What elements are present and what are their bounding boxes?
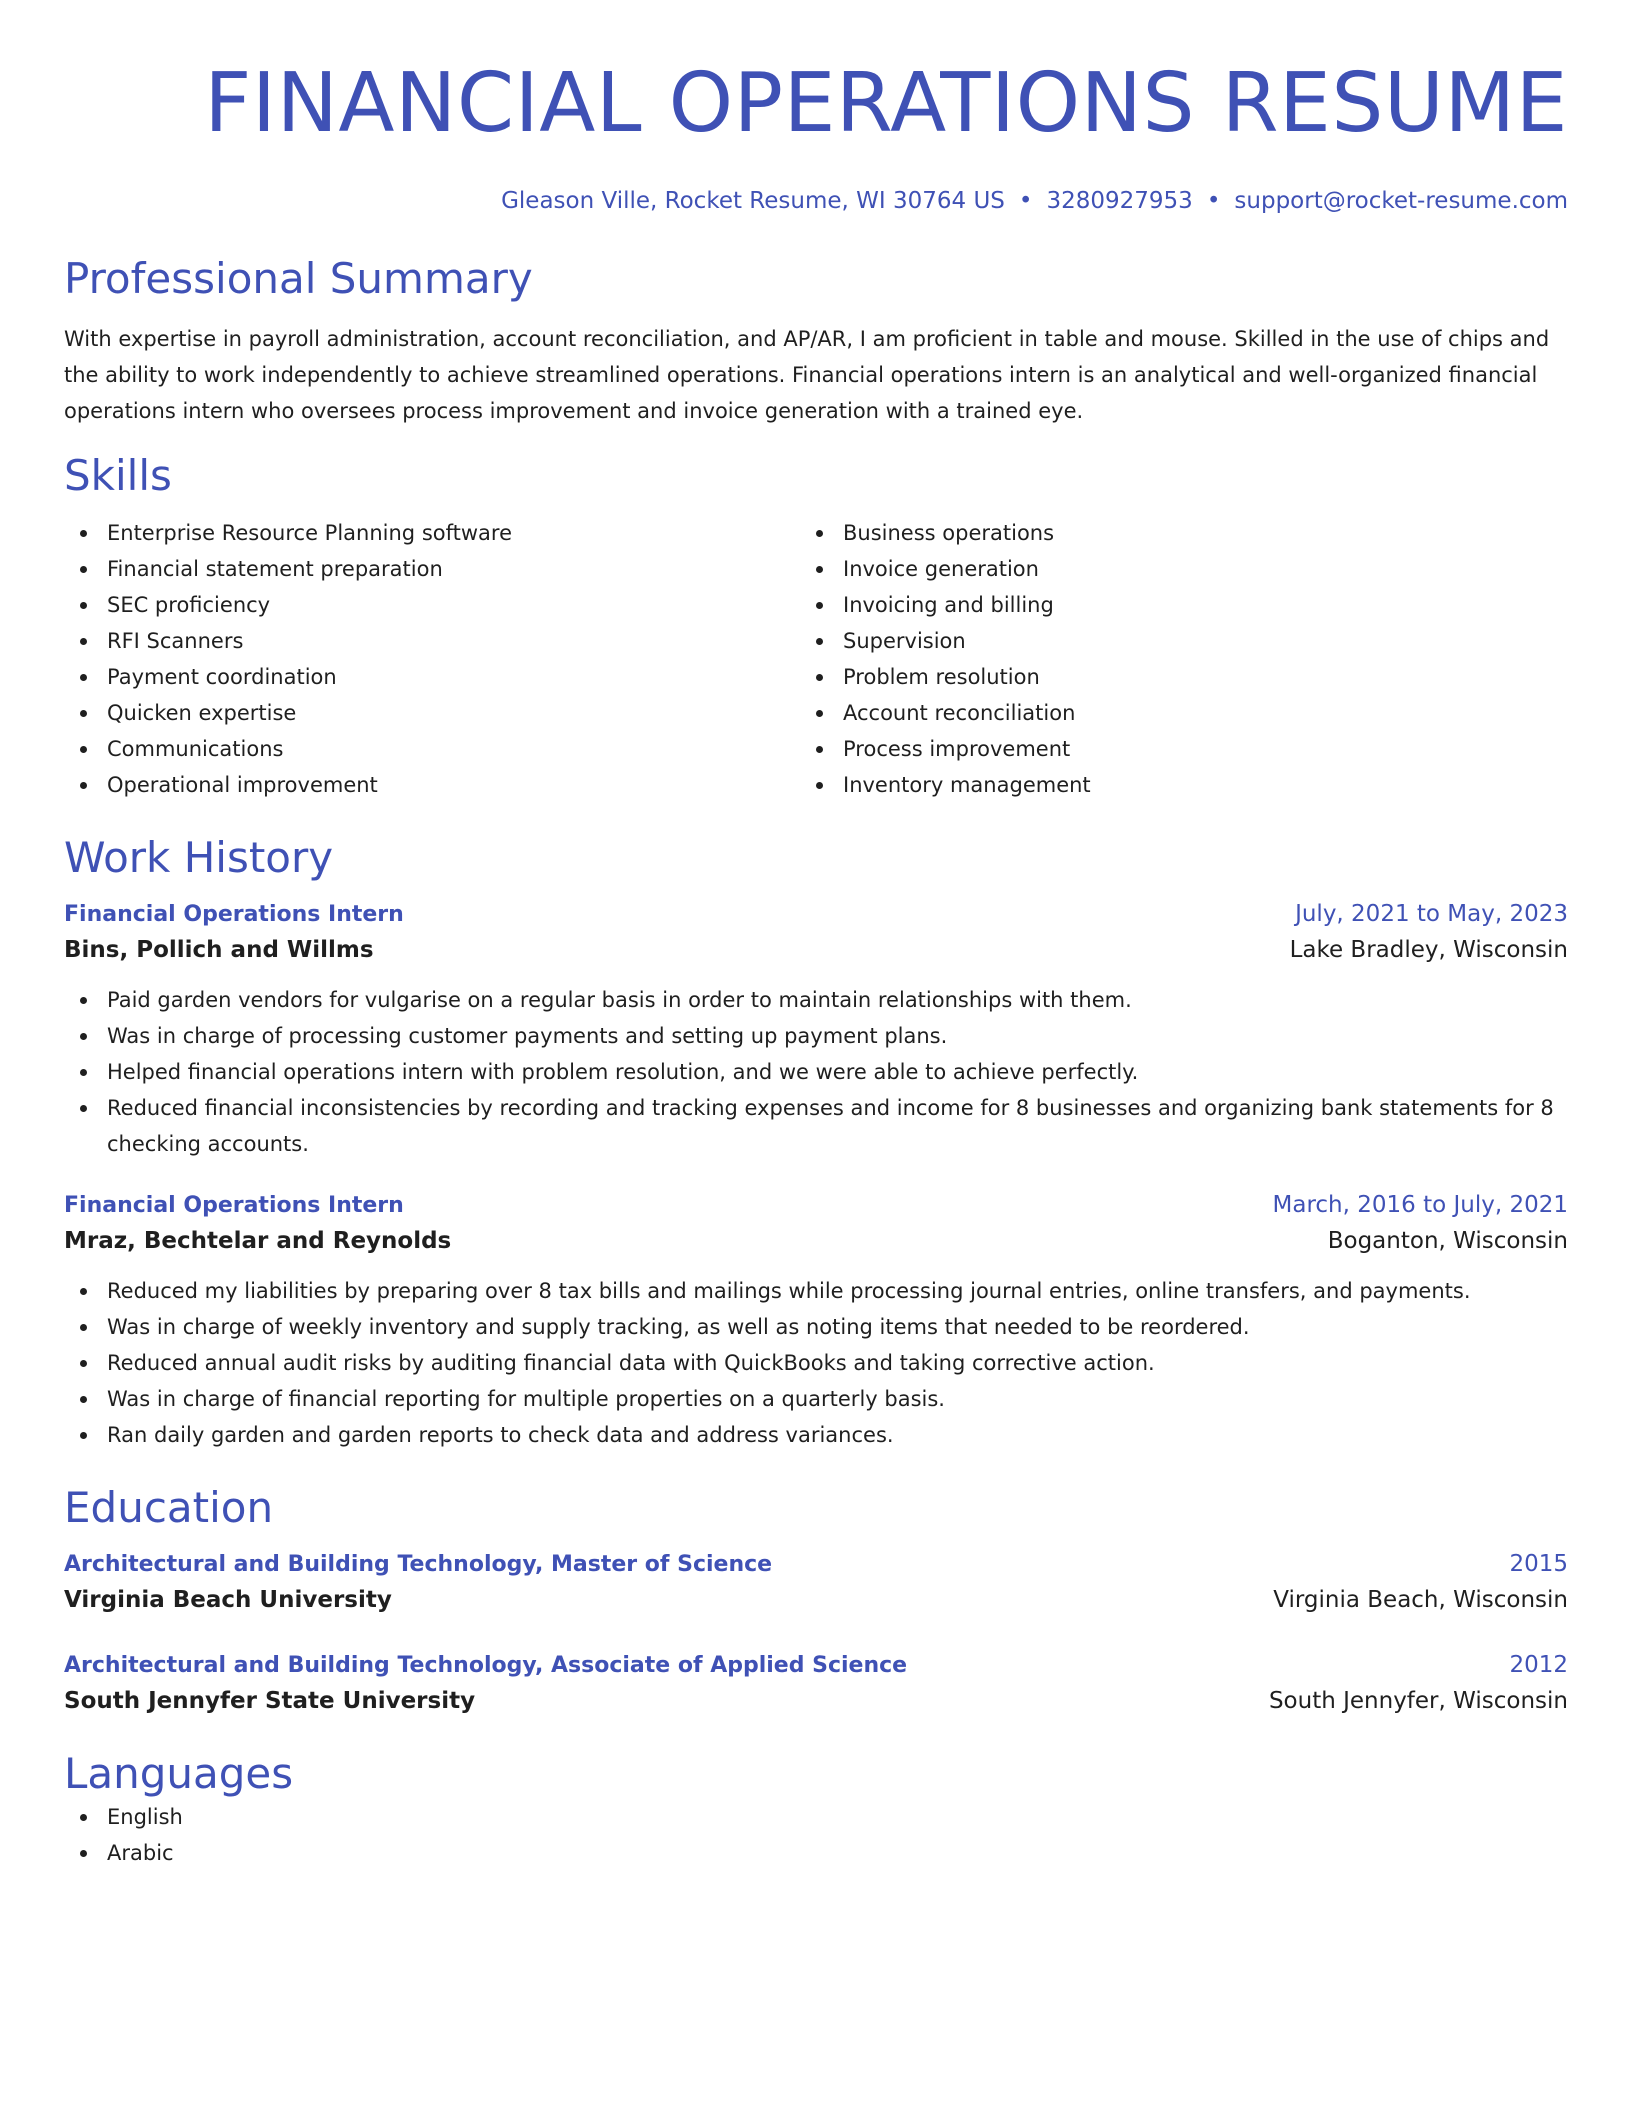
- language-item: English: [64, 1799, 1568, 1835]
- job-dates: July, 2021 to May, 2023: [1295, 901, 1568, 927]
- languages-heading: Languages: [64, 1749, 294, 1798]
- skill-item: Enterprise Resource Planning software: [64, 515, 800, 551]
- job-bullets: [64, 982, 1568, 1162]
- skill-item: Operational improvement: [64, 767, 800, 803]
- job-header-row: [64, 1188, 1568, 1223]
- education-degree: Architectural and Building Technology, Associate of Applied Science: [64, 1653, 908, 1678]
- skill-item: Process improvement: [800, 731, 1536, 767]
- job-location: Lake Bradley, Wisconsin: [1289, 937, 1568, 963]
- job-company-row: [64, 932, 1568, 968]
- job-bullet: Reduced my liabilities by preparing over 8 tax bills and mailings while processing journal entries, online transfers, and payments.: [64, 1273, 1568, 1309]
- summary-heading: Professional Summary: [64, 254, 533, 303]
- contact-phone: 3280927953: [1046, 188, 1193, 214]
- skill-item: Financial statement preparation: [64, 551, 800, 587]
- job-bullet: Helped financial operations intern with problem resolution, and we were able to achieve perfectly.: [64, 1054, 1568, 1090]
- job-entry: [64, 1188, 1568, 1453]
- job-bullet: Reduced financial inconsistencies by recording and tracking expenses and income for 8 businesses and organizing bank statements for 8 checking accounts.: [64, 1090, 1568, 1162]
- resume-title: FINANCIAL OPERATIONS RESUME: [204, 56, 1568, 151]
- languages-list: [64, 1799, 1568, 1871]
- skill-item: Account reconciliation: [800, 695, 1536, 731]
- education-header-row: [64, 1547, 1568, 1582]
- education-location: Virginia Beach, Wisconsin: [1273, 1587, 1568, 1613]
- contact-separator: •: [1018, 188, 1033, 214]
- skills-list-right: [800, 515, 1536, 803]
- skill-item: Communications: [64, 731, 800, 767]
- contact-separator: •: [1206, 188, 1221, 214]
- job-bullets: [64, 1273, 1568, 1453]
- summary-text: With expertise in payroll administration, account reconciliation, and AP/AR, I am proficient in table and mouse. Skilled in the use of chips and the ability to work independently to achieve streamlined operations. Financial operations intern is an analytical and well-organized financial operations intern who oversees process improvement and invoice generation with a trained eye.: [64, 327, 1550, 423]
- skill-item: Business operations: [800, 515, 1536, 551]
- job-dates: March, 2016 to July, 2021: [1272, 1192, 1568, 1218]
- job-title: Financial Operations Intern: [64, 1193, 404, 1218]
- education-entry: [64, 1648, 1568, 1719]
- education-school-row: [64, 1582, 1568, 1618]
- skill-item: Inventory management: [800, 767, 1536, 803]
- skill-item: RFI Scanners: [64, 623, 800, 659]
- job-entry: [64, 897, 1568, 1162]
- job-bullet: Ran daily garden and garden reports to check data and address variances.: [64, 1417, 1568, 1453]
- skill-item: Supervision: [800, 623, 1536, 659]
- education-school-row: [64, 1683, 1568, 1719]
- skill-item: Invoice generation: [800, 551, 1536, 587]
- education-header-row: [64, 1648, 1568, 1683]
- skill-item: Quicken expertise: [64, 695, 800, 731]
- language-item: Arabic: [64, 1835, 1568, 1871]
- skills-grid: [64, 515, 1568, 803]
- contact-address: Gleason Ville, Rocket Resume, WI 30764 US: [501, 188, 1005, 214]
- contact-line: [64, 186, 1568, 216]
- education-location: South Jennyfer, Wisconsin: [1268, 1688, 1568, 1714]
- skill-item: Invoicing and billing: [800, 587, 1536, 623]
- job-bullet: Reduced annual audit risks by auditing financial data with QuickBooks and taking corrective action.: [64, 1345, 1568, 1381]
- skill-item: Problem resolution: [800, 659, 1536, 695]
- education-degree: Architectural and Building Technology, Master of Science: [64, 1552, 773, 1577]
- skills-column-left: [64, 515, 800, 803]
- skills-heading: Skills: [64, 451, 172, 500]
- skills-list-left: [64, 515, 800, 803]
- job-company-row: [64, 1223, 1568, 1259]
- education-school: South Jennyfer State University: [64, 1688, 476, 1714]
- contact-email[interactable]: support@rocket-resume.com: [1234, 188, 1568, 214]
- job-bullet: Was in charge of financial reporting for multiple properties on a quarterly basis.: [64, 1381, 1568, 1417]
- job-bullet: Was in charge of processing customer payments and setting up payment plans.: [64, 1018, 1568, 1054]
- education-entry: [64, 1547, 1568, 1618]
- education-year: 2015: [1509, 1551, 1568, 1577]
- job-bullet: Paid garden vendors for vulgarise on a regular basis in order to maintain relationships with them.: [64, 982, 1568, 1018]
- skill-item: Payment coordination: [64, 659, 800, 695]
- education-heading: Education: [64, 1483, 274, 1532]
- job-bullet: Was in charge of weekly inventory and supply tracking, as well as noting items that needed to be reordered.: [64, 1309, 1568, 1345]
- job-title: Financial Operations Intern: [64, 902, 404, 927]
- job-company: Bins, Pollich and Willms: [64, 937, 374, 963]
- job-location: Boganton, Wisconsin: [1327, 1228, 1568, 1254]
- education-year: 2012: [1509, 1652, 1568, 1678]
- job-company: Mraz, Bechtelar and Reynolds: [64, 1228, 452, 1254]
- skill-item: SEC proficiency: [64, 587, 800, 623]
- work-history-heading: Work History: [64, 833, 334, 882]
- education-school: Virginia Beach University: [64, 1587, 392, 1613]
- skills-column-right: [800, 515, 1536, 803]
- job-header-row: [64, 897, 1568, 932]
